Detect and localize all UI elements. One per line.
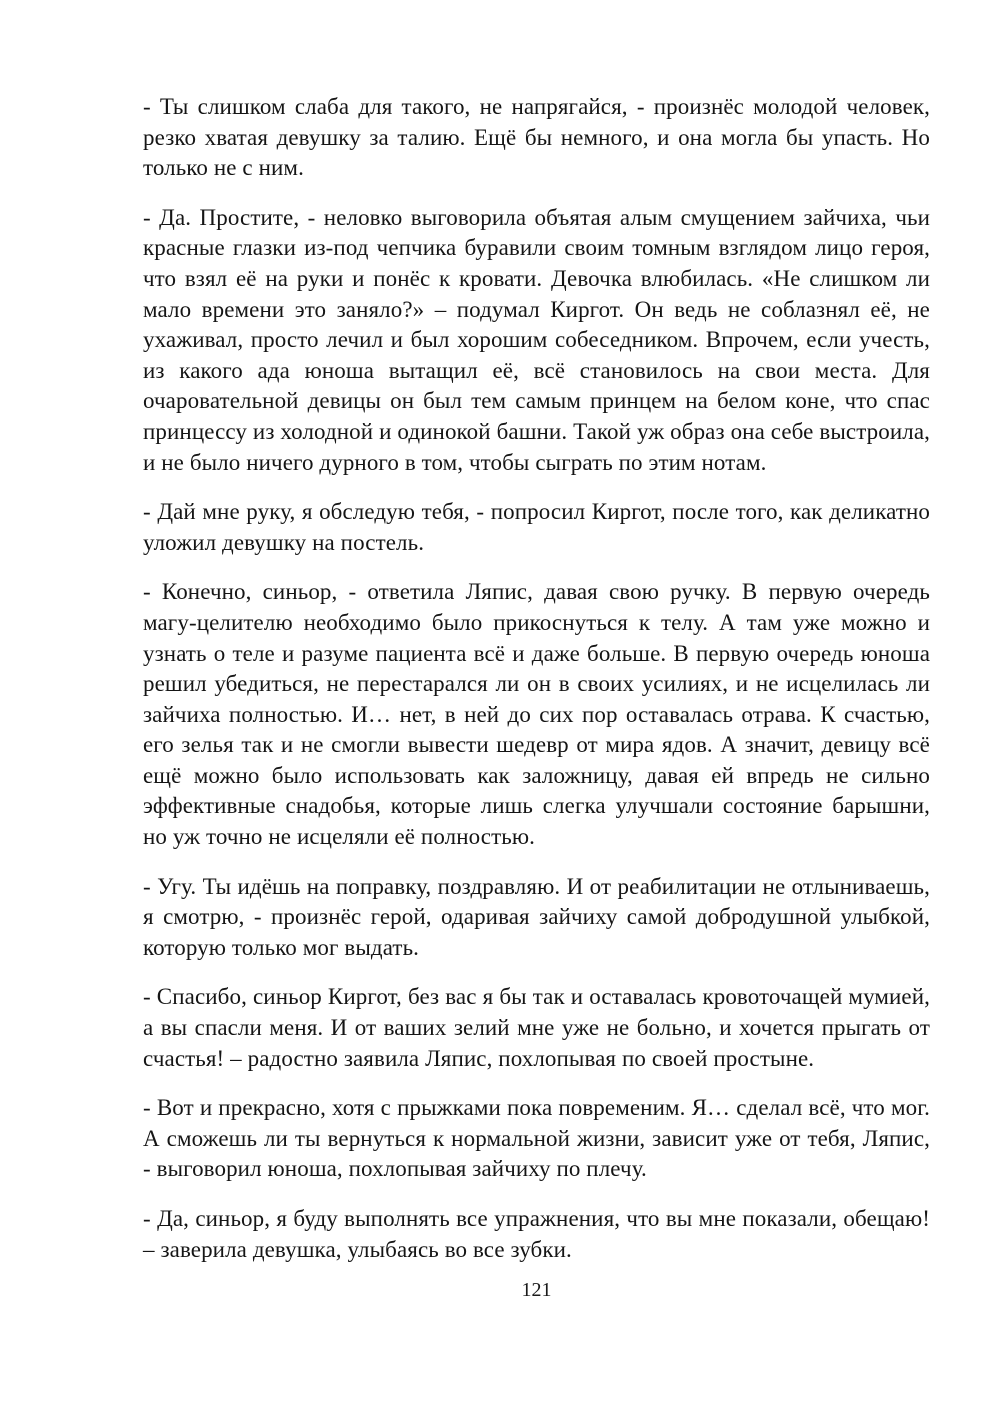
paragraph-5: - Угу. Ты идёшь на поправку, поздравляю. И от реабилитации не отлыниваешь, я смотрю, - произнёс герой, одаривая зайчиху самой добродушной улыбкой, которую только мог выдать. xyxy=(143,873,930,960)
paragraph-3: - Дай мне руку, я обследую тебя, - попросил Киргот, после того, как деликатно уложил девушку на постель. xyxy=(143,499,930,555)
paragraph-8: - Да, синьор, я буду выполнять все упражнения, что вы мне показали, обещаю! – заверила девушка, улыбаясь во все зубки. xyxy=(143,1206,930,1262)
paragraph-1: - Ты слишком слаба для такого, не напрягайся, - произнёс молодой человек, резко хватая девушку за талию. Ещё бы немного, и она могла бы упасть. Но только не с ним. xyxy=(143,94,930,181)
paragraph-7: - Вот и прекрасно, хотя с прыжками пока повременим. Я… сделал всё, что мог. А сможешь ли ты вернуться к нормальной жизни, зависит уже от тебя, Ляпис, - выговорил юноша, похлопывая зайчиху по плечу. xyxy=(143,1095,930,1182)
page-number: 121 xyxy=(521,1279,552,1302)
text-block xyxy=(143,92,930,1302)
paragraph-4: - Конечно, синьор, - ответила Ляпис, давая свою ручку. В первую очередь магу-целителю необходимо было прикоснуться к телу. А там уже можно и узнать о теле и разуме пациента всё и даже больше. В первую очередь юноша решил убедиться, не перестарался ли он в своих усилиях, и не исцелилась ли зайчиха полностью. И… нет, в ней до сих пор оставалась отрава. К счастью, его зелья так и не смогли вывести шедевр от мира ядов. А значит, девицу всё ещё можно было использовать как заложницу, давая ей впредь не сильно эффективные снадобья, которые лишь слегка улучшали состояние барышни, но уж точно не исцеляли её полностью. xyxy=(143,579,930,850)
paragraph-6: - Спасибо, синьор Киргот, без вас я бы так и оставалась кровоточащей мумией, а вы спасли меня. И от ваших зелий мне уже не больно, и хочется прыгать от счастья! – радостно заявила Ляпис, похлопывая по своей простыне. xyxy=(143,984,930,1071)
paragraph-2: - Да. Простите, - неловко выговорила объятая алым смущением зайчиха, чьи красные глазки из-под чепчика буравили своим томным взглядом лицо героя, что взял её на руки и понёс к кровати. Девочка влюбилась. «Не слишком ли мало времени это заняло?» – подумал Киргот. Он ведь не соблазнял её, не ухаживал, просто лечил и был хорошим собеседником. Впрочем, если учесть, из какого ада юноша вытащил её, всё становилось на свои места. Для очаровательной девицы он был тем самым принцем на белом коне, что спас принцессу из холодной и одинокой башни. Такой уж образ она себе выстроила, и не было ничего дурного в том, чтобы сыграть по этим нотам. xyxy=(143,204,930,475)
